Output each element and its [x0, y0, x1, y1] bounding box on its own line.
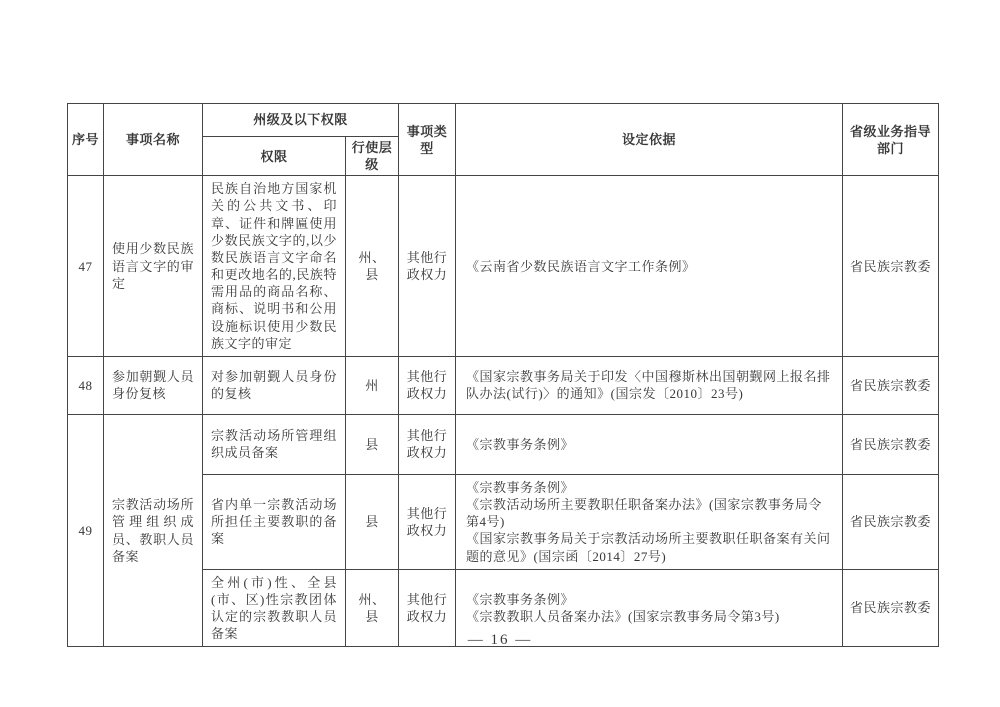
- table-row-47: [68, 176, 939, 357]
- cell-authority: 全州(市)性、全县(市、区)性宗教团体认定的宗教教职人员备案: [203, 569, 346, 647]
- cell-dept: 省民族宗教委: [843, 176, 939, 357]
- cell-type: 其他行政权力: [399, 356, 456, 414]
- cell-level: 州、县: [346, 569, 399, 647]
- table-header: [68, 104, 939, 176]
- cell-authority: 民族自治地方国家机关的公共文书、印章、证件和牌匾使用少数民族文字的,以少数民族语言文字命名和更改地名的,民族特需用品的商品名称、商标、说明书和公用设施标识使用少数民族文字的审定: [203, 176, 346, 357]
- powers-table: [67, 103, 939, 647]
- cell-no: 48: [68, 356, 104, 414]
- header-cell-level: 行使层级: [346, 137, 399, 176]
- cell-no: 47: [68, 176, 104, 357]
- cell-type: 其他行政权力: [399, 569, 456, 647]
- header-cell-type: 事项类型: [399, 104, 456, 176]
- page-number: — 16 —: [467, 632, 533, 648]
- cell-basis: [456, 176, 843, 357]
- cell-item-name: 使用少数民族语言文字的审定: [104, 176, 203, 357]
- cell-basis: [456, 414, 843, 474]
- cell-level: 州、县: [346, 176, 399, 357]
- header-cell-dept: 省级业务指导部门: [843, 104, 939, 176]
- cell-authority: 省内单一宗教活动场所担任主要教职的备案: [203, 474, 346, 569]
- cell-type: 其他行政权力: [399, 414, 456, 474]
- table-row-48: [68, 356, 939, 414]
- basis-line: 《宗教活动场所主要教职任职备案办法》(国家宗教事务局令第4号): [466, 497, 822, 530]
- header-row-1: [68, 104, 939, 137]
- basis-line: 《宗教教职人员备案办法》(国家宗教事务局令第3号): [466, 608, 780, 624]
- cell-item-name: 参加朝觐人员身份复核: [104, 356, 203, 414]
- cell-dept: 省民族宗教委: [843, 569, 939, 647]
- cell-dept: 省民族宗教委: [843, 414, 939, 474]
- header-cell-authority: 权限: [203, 137, 346, 176]
- cell-item-name: 宗教活动场所管理组织成员、教职人员备案: [104, 414, 203, 646]
- cell-no: 49: [68, 414, 104, 646]
- header-cell-basis: 设定依据: [456, 104, 843, 176]
- cell-type: 其他行政权力: [399, 474, 456, 569]
- cell-level: 州: [346, 356, 399, 414]
- basis-line: 《宗教事务条例》: [466, 479, 575, 495]
- cell-type: 其他行政权力: [399, 176, 456, 357]
- basis-line: 《国家宗教事务局关于印发〈中国穆斯林出国朝觐网上报名排队办法(试行)〉的通知》(国宗发〔2010〕23号): [466, 369, 831, 402]
- header-cell-name: 事项名称: [104, 104, 203, 176]
- cell-authority: 对参加朝觐人员身份的复核: [203, 356, 346, 414]
- cell-basis: [456, 474, 843, 569]
- header-cell-no: 序号: [68, 104, 104, 176]
- cell-level: 县: [346, 414, 399, 474]
- table-row-49-sub1: [68, 414, 939, 474]
- basis-line: 《云南省少数民族语言文字工作条例》: [466, 258, 696, 274]
- cell-level: 县: [346, 474, 399, 569]
- cell-authority: 宗教活动场所管理组织成员备案: [203, 414, 346, 474]
- cell-dept: 省民族宗教委: [843, 474, 939, 569]
- basis-line: 《宗教事务条例》: [466, 436, 575, 452]
- cell-dept: 省民族宗教委: [843, 356, 939, 414]
- basis-line: 《国家宗教事务局关于宗教活动场所主要教职任职备案有关问题的意见》(国宗函〔2014〕27号): [466, 531, 831, 564]
- basis-line: 《宗教事务条例》: [466, 591, 575, 607]
- cell-basis: [456, 356, 843, 414]
- header-cell-group: 州级及以下权限: [203, 104, 399, 137]
- table-body: [68, 176, 939, 647]
